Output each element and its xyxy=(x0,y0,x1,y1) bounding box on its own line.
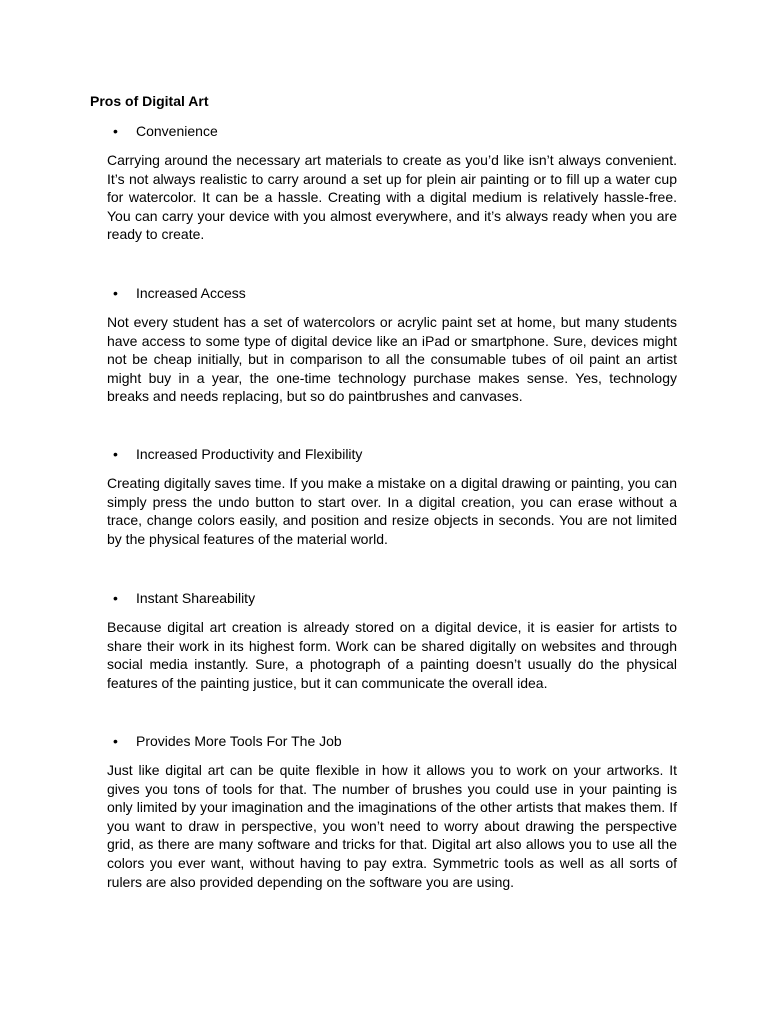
section-heading: Convenience xyxy=(136,123,218,139)
bullet-icon: • xyxy=(113,285,118,301)
section-more-tools xyxy=(107,732,677,891)
bullet-item xyxy=(107,122,677,140)
section-productivity-flexibility xyxy=(107,445,677,548)
bullet-icon: • xyxy=(113,733,118,749)
bullet-icon: • xyxy=(113,446,118,462)
document-title: Pros of Digital Art xyxy=(90,93,209,109)
section-paragraph: Not every student has a set of watercolors or acrylic paint set at home, but many students have access to some type of digital device like an iPad or smartphone. Sure, devices might not be cheap initially, but in comparison to all the consumable tubes of oil paint an artist might buy in a year, the one-time technology purchase makes sense. Yes, technology breaks and needs replacing, but so do paintbrushes and canvases. xyxy=(107,314,677,405)
bullet-icon: • xyxy=(113,590,118,606)
section-paragraph: Creating digitally saves time. If you make a mistake on a digital drawing or painting, you can simply press the undo button to start over. In a digital creation, you can erase without a trace, change colors easily, and position and resize objects in seconds. You are not limited by the physical features of the material world. xyxy=(107,475,677,547)
bullet-item xyxy=(107,732,677,750)
section-heading: Instant Shareability xyxy=(136,590,256,606)
section-paragraph: Carrying around the necessary art materials to create as you’d like isn’t always convenient. It’s not always realistic to carry around a set up for plein air painting or to fill up a water cup for watercolor. It can be a hassle. Creating with a digital medium is relatively hassle-free. You can carry your device with you almost everywhere, and it’s always ready when you are ready to create. xyxy=(107,152,677,243)
bullet-item xyxy=(107,589,677,607)
bullet-item xyxy=(107,284,677,302)
bullet-item xyxy=(107,445,677,463)
section-heading: Increased Access xyxy=(136,285,246,301)
section-increased-access xyxy=(107,284,677,406)
section-heading: Increased Productivity and Flexibility xyxy=(136,446,363,462)
section-paragraph: Because digital art creation is already stored on a digital device, it is easier for artists to share their work in its highest form. Work can be shared digitally on websites and through social media instantly. Sure, a photograph of a painting doesn’t usually do the physical features of the painting justice, but it can communicate the overall idea. xyxy=(107,619,677,691)
bullet-icon: • xyxy=(113,123,118,139)
section-paragraph: Just like digital art can be quite flexible in how it allows you to work on your artworks. It gives you tons of tools for that. The number of brushes you could use in your painting is only limited by your imagination and the imaginations of the other artists that makes them. If you want to draw in perspective, you won’t need to worry about drawing the perspective grid, as there are many software and tricks for that. Digital art also allows you to use all the colors you ever want, without having to pay extra. Symmetric tools as well as all sorts of rulers are also provided depending on the software you are using. xyxy=(107,762,677,890)
section-convenience xyxy=(107,122,677,244)
section-instant-shareability xyxy=(107,589,677,692)
section-heading: Provides More Tools For The Job xyxy=(136,733,342,749)
